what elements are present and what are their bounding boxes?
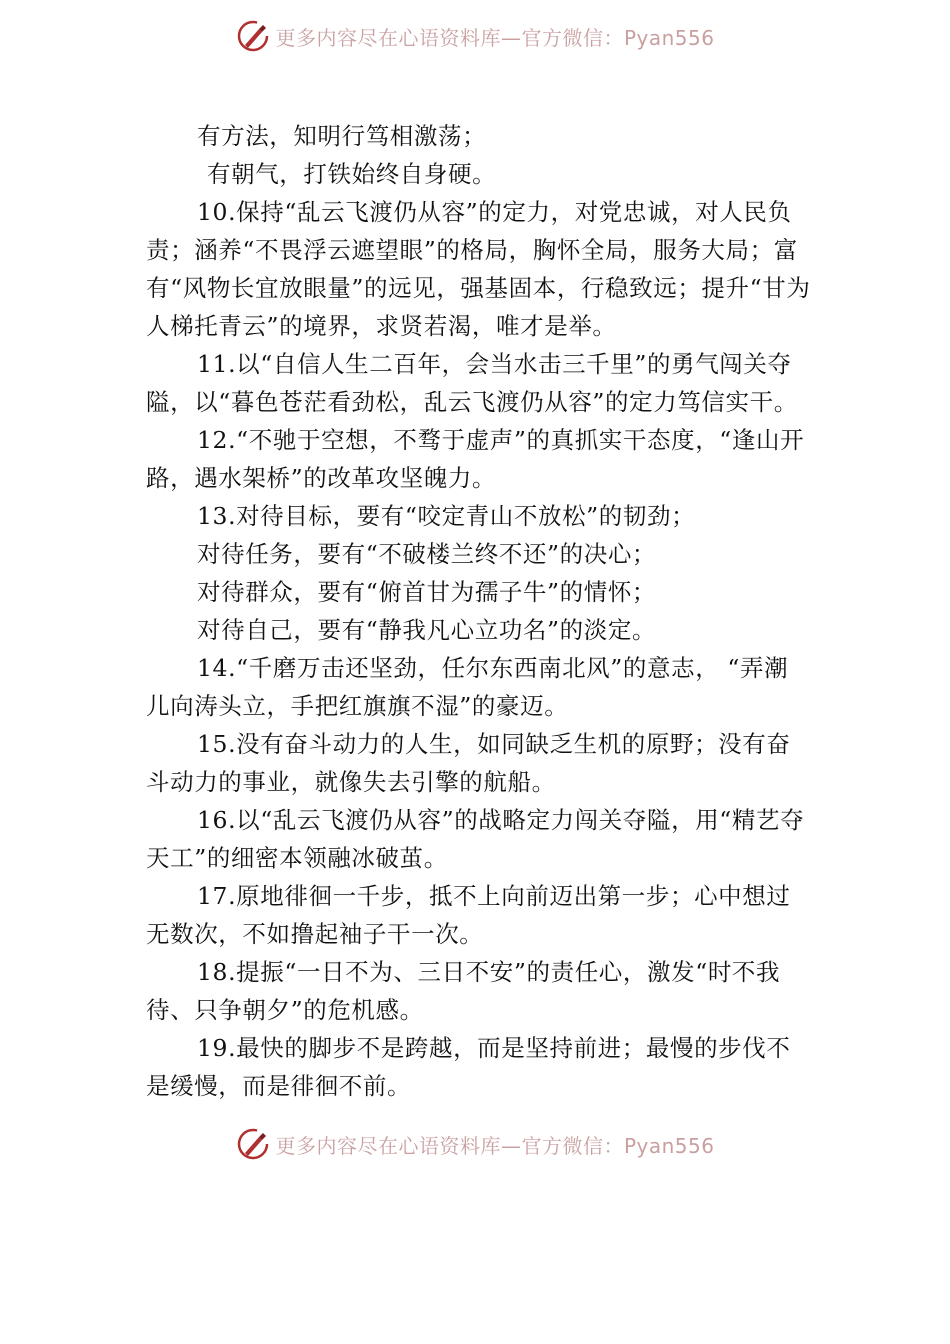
paragraph: 对待自己，要有“静我凡心立功名”的淡定。 [197,616,657,644]
watermark-text: 更多内容尽在心语资料库—官方微信：Pyan556 [275,25,715,50]
paragraph: 有方法，知明行笃相激荡； [197,122,487,150]
footer-watermark [0,1124,950,1164]
paragraph: 19.最快的脚步不是跨越，而是坚持前进；最慢的步伐不是缓慢，而是徘徊不前。 [146,1034,791,1100]
paragraph: 17.原地徘徊一千步，抵不上向前迈出第一步；心中想过无数次，不如撸起袖子干一次。 [146,882,791,948]
paragraph: 10.保持“乱云飞渡仍从容”的定力，对党忠诚，对人民负责；涵养“不畏浮云遮望眼”的格局，胸怀全局，服务大局；富有“风物长宜放眼量”的远见，强基固本，行稳致远；提升“甘为人梯托青云”的境界，求贤若渴，唯才是举。 [146,198,811,340]
header-watermark [0,16,950,56]
paragraph: 16.以“乱云飞渡仍从容”的战略定力闯关夺隘，用“精艺夺天工”的细密本领融冰破茧。 [146,806,805,872]
pen-circle-logo-icon [235,1126,271,1162]
paragraph: 对待群众，要有“俯首甘为孺子牛”的情怀； [197,578,657,606]
paragraph: 14.“千磨万击还坚劲，任尔东西南北风”的意志， “弄潮儿向涛头立，手把红旗旗不湿”的豪迈。 [146,654,789,720]
paragraph: 11.以“自信人生二百年，会当水击三千里”的勇气闯关夺隘，以“暮色苍茫看劲松，乱云飞渡仍从容”的定力笃信实干。 [146,350,798,416]
pen-circle-logo-icon [235,18,271,54]
paragraph: 15.没有奋斗动力的人生，如同缺乏生机的原野；没有奋斗动力的事业，就像失去引擎的航船。 [146,730,791,796]
paragraph: 13.对待目标，要有“咬定青山不放松”的韧劲； [197,502,696,530]
paragraph: 对待任务，要有“不破楼兰终不还”的决心； [197,540,657,568]
paragraph: 18.提振“一日不为、三日不安”的责任心，激发“时不我待、只争朝夕”的危机感。 [146,958,781,1024]
document-body [146,117,811,1105]
paragraph: 12.“不驰于空想，不骛于虚声”的真抓实干态度，“逢山开路，遇水架桥”的改革攻坚魄力。 [146,426,805,492]
paragraph: 有朝气，打铁始终自身硬。 [207,160,497,188]
watermark-text: 更多内容尽在心语资料库—官方微信：Pyan556 [275,1133,715,1158]
